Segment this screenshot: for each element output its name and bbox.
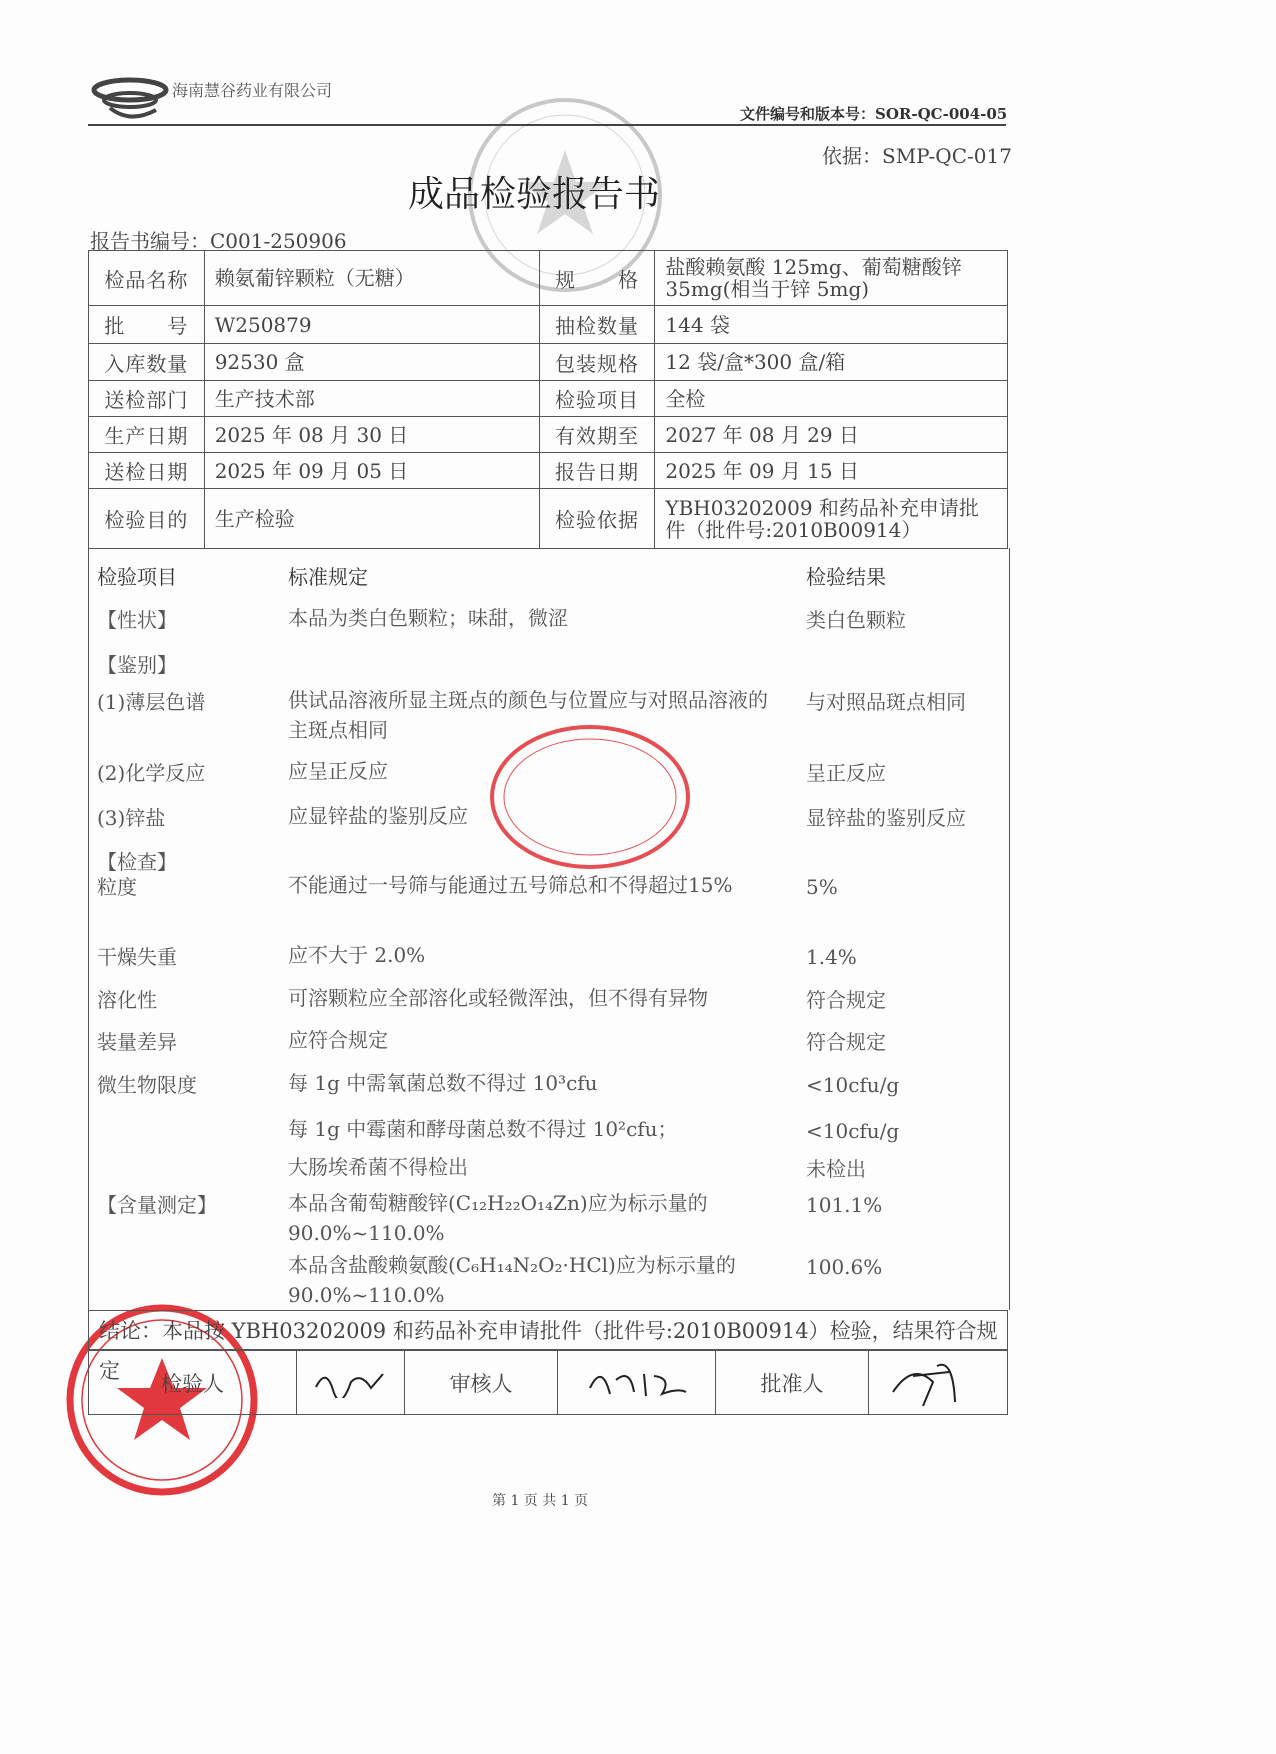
basis: 依据：SMP-QC-017 [822,144,1012,168]
page-title: 成品检验报告书 [408,174,661,215]
test-item: (2)化学反应 [97,761,206,785]
test-std: 大肠埃希菌不得检出 [288,1155,468,1179]
info-row [89,489,1008,549]
info-row [89,306,1008,344]
test-std: 可溶颗粒应全部溶化或轻微浑浊，但不得有异物 [288,986,708,1010]
info-label: 检验项目 [539,381,655,417]
info-value: 全检 [655,381,1008,417]
info-value: 生产检验 [204,489,539,549]
test-std: 应呈正反应 [288,759,388,783]
reviewer-label: 审核人 [405,1351,558,1415]
test-std: 供试品溶液所显主斑点的颜色与位置应与对照品溶液的主斑点相同 [288,688,768,742]
info-label: 批 号 [89,306,205,344]
info-row [89,344,1008,381]
info-label: 报告日期 [539,453,655,489]
signature-table [88,1350,1008,1415]
col-header-result: 检验结果 [806,565,886,589]
test-result: 未检出 [806,1157,866,1181]
col-header-standard: 标准规定 [288,565,368,589]
test-std: 每 1g 中需氧菌总数不得过 10³cfu [288,1071,598,1095]
info-row [89,417,1008,453]
info-label: 送检日期 [89,453,205,489]
test-item: 溶化性 [97,988,157,1012]
test-result: 101.1% [806,1193,883,1217]
test-result: 与对照品斑点相同 [806,690,966,714]
info-label: 规 格 [539,251,655,306]
info-value: 144 袋 [655,306,1008,344]
inspector-signature [297,1351,405,1415]
info-row [89,453,1008,489]
info-value: 92530 盒 [204,344,539,381]
info-label: 检验目的 [89,489,205,549]
info-value: 2025 年 08 月 30 日 [204,417,539,453]
inspector-label: 检验人 [89,1351,297,1415]
product-info-table [88,250,1008,549]
company-name: 海南慧谷药业有限公司 [172,81,333,100]
test-std: 本品含葡萄糖酸锌(C₁₂H₂₂O₁₄Zn)应为标示量的90.0%~110.0% [288,1191,708,1245]
test-std: 应显锌盐的鉴别反应 [288,804,468,828]
test-std: 每 1g 中霉菌和酵母菌总数不得过 10²cfu； [288,1117,678,1141]
approver-signature [869,1351,1008,1415]
test-std: 本品含盐酸赖氨酸(C₆H₁₄N₂O₂·HCl)应为标示量的90.0%~110.0% [288,1253,736,1307]
info-value: 赖氨葡锌颗粒（无糖） [204,251,539,306]
info-value: 盐酸赖氨酸 125mg、葡萄糖酸锌 35mg(相当于锌 5mg) [655,251,1008,306]
test-item: (1)薄层色谱 [97,690,206,714]
test-item: 装量差异 [97,1030,177,1054]
test-std: 应不大于 2.0% [288,943,426,967]
report-number: 报告书编号：C001-250906 [90,229,347,253]
test-item: 【检查】 [97,850,177,874]
test-item: 【鉴别】 [97,653,177,677]
info-value: 12 袋/盒*300 盒/箱 [655,344,1008,381]
info-label: 入库数量 [89,344,205,381]
test-result: <10cfu/g [806,1073,900,1097]
info-label: 抽检数量 [539,306,655,344]
info-label: 检品名称 [89,251,205,306]
page-number: 第 1 页 共 1 页 [492,1493,589,1509]
test-result: 1.4% [806,945,857,969]
test-result: 显锌盐的鉴别反应 [806,806,966,830]
test-result: 符合规定 [806,1030,886,1054]
info-value: YBH03202009 和药品补充申请批件（批件号:2010B00914） [655,489,1008,549]
test-item: 【含量测定】 [97,1193,217,1217]
test-std: 应符合规定 [288,1028,388,1052]
test-result: 100.6% [806,1255,883,1279]
header-rule [88,124,1006,126]
test-item: (3)锌盐 [97,806,166,830]
approver-label: 批准人 [716,1351,869,1415]
test-item: 干燥失重 [97,945,177,969]
test-result: 类白色颗粒 [806,608,906,632]
info-value: 2025 年 09 月 05 日 [204,453,539,489]
test-results-section [88,548,1010,1310]
info-label: 送检部门 [89,381,205,417]
test-std: 本品为类白色颗粒；味甜，微涩 [288,606,568,630]
info-label: 包装规格 [539,344,655,381]
test-result: 5% [806,875,838,899]
test-item: 粒度 [97,875,137,899]
company-logo [90,74,170,122]
test-result: <10cfu/g [806,1119,900,1143]
info-label: 生产日期 [89,417,205,453]
test-result: 呈正反应 [806,761,886,785]
doc-number: 文件编号和版本号：SOR-QC-004-05 [740,105,1008,123]
info-label: 有效期至 [539,417,655,453]
test-result: 符合规定 [806,988,886,1012]
info-value: 2027 年 08 月 29 日 [655,417,1008,453]
test-std: 不能通过一号筛与能通过五号筛总和不得超过15% [288,873,733,897]
info-value: 生产技术部 [204,381,539,417]
test-item: 【性状】 [97,608,177,632]
info-value: W250879 [204,306,539,344]
test-item: 微生物限度 [97,1073,197,1097]
conclusion: 结论：本品按 YBH03202009 和药品补充申请批件（批件号:2010B00914）检验，结果符合规定 [88,1310,1008,1350]
info-label: 检验依据 [539,489,655,549]
info-value: 2025 年 09 月 15 日 [655,453,1008,489]
col-header-item: 检验项目 [97,565,177,589]
info-row [89,381,1008,417]
reviewer-signature [558,1351,716,1415]
info-row [89,251,1008,306]
